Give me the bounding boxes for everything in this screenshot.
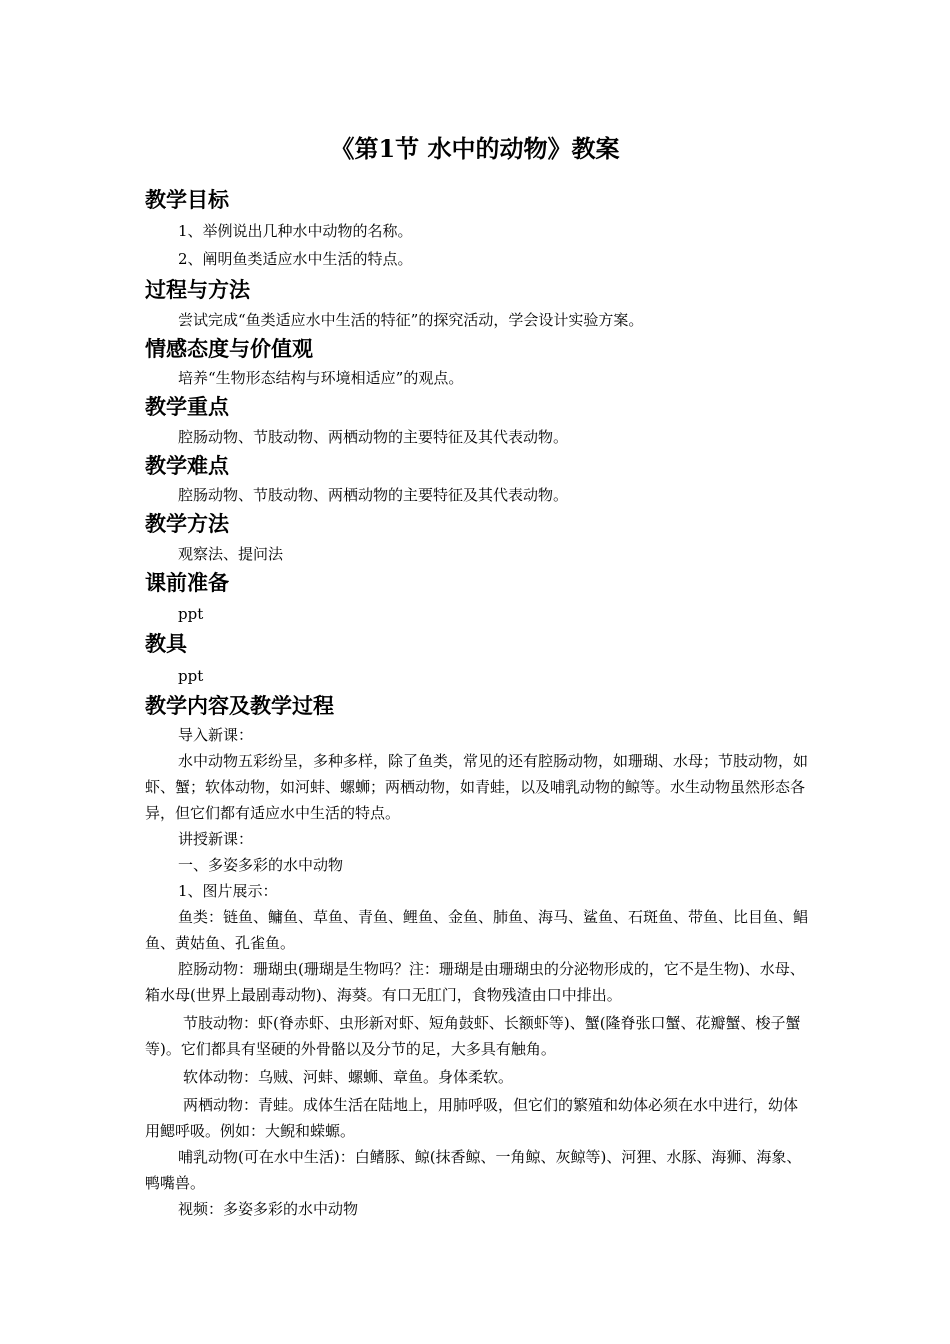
key-points-text: 腔肠动物、节肢动物、两栖动物的主要特征及其代表动物。	[178, 428, 569, 446]
heading-preparation: 课前准备	[145, 571, 229, 595]
picture-display-label: 1、图片展示：	[178, 882, 278, 900]
intro-paragraph: 水中动物五彩纷呈，多种多样，除了鱼类，常见的还有腔肠动物，如珊瑚、水母；节肢动物，如虾、蟹；软体动物，如河蚌、螺蛳；两栖动物，如青蛙，以及哺乳动物的鲸等。水生动物虽然形态各异，但它们都有适应水中生活的特点。	[145, 752, 809, 822]
fish-paragraph: 鱼类：链鱼、鳙鱼、草鱼、青鱼、鲤鱼、金鱼、肺鱼、海马、鲨鱼、石斑鱼、带鱼、比目鱼、鲳鱼、黄姑鱼、孔雀鱼。	[145, 908, 809, 952]
heading-process-methods: 过程与方法	[145, 278, 250, 302]
preparation-text: ppt	[178, 605, 204, 623]
goal-line-1: 1、举例说出几种水中动物的名称。	[178, 222, 413, 240]
heading-teaching-goals: 教学目标	[145, 188, 229, 212]
teaching-methods-text: 观察法、提问法	[178, 545, 284, 563]
heading-teaching-methods: 教学方法	[145, 512, 229, 536]
video-label: 视频：多姿多彩的水中动物	[178, 1200, 359, 1218]
heading-difficulties: 教学难点	[145, 454, 229, 478]
heading-key-points: 教学重点	[145, 395, 229, 419]
teaching-aids-text: ppt	[178, 667, 204, 685]
difficulties-text: 腔肠动物、节肢动物、两栖动物的主要特征及其代表动物。	[178, 486, 569, 504]
heading-content-process: 教学内容及教学过程	[145, 694, 334, 718]
heading-teaching-aids: 教具	[145, 632, 187, 656]
section-one-title: 一、多姿多彩的水中动物	[178, 856, 344, 874]
mammal-paragraph: 哺乳动物(可在水中生活)：白鳍豚、鲸(抹香鲸、一角鲸、灰鲸等)、河狸、水豚、海狮、海象、鸭嘴兽。	[145, 1148, 802, 1192]
intro-label: 导入新课：	[178, 726, 254, 744]
new-lesson-label: 讲授新课：	[178, 830, 254, 848]
document-title: 《第1节 水中的动物》教案	[330, 134, 620, 163]
process-methods-text: 尝试完成“鱼类适应水中生活的特征”的探究活动，学会设计实验方案。	[178, 311, 644, 329]
amphibian-paragraph: 两栖动物：青蛙。成体生活在陆地上，用肺呼吸，但它们的繁殖和幼体必须在水中进行，幼体用鳃呼吸。例如：大鲵和蝾螈。	[145, 1096, 799, 1140]
mollusk-paragraph: 软体动物：乌贼、河蚌、螺蛳、章鱼。身体柔软。	[183, 1068, 514, 1086]
goal-line-2: 2、阐明鱼类适应水中生活的特点。	[178, 250, 413, 268]
arthropod-paragraph: 节肢动物：虾(脊赤虾、虫形新对虾、短角鼓虾、长额虾等)、蟹(隆脊张口蟹、花瓣蟹、梭子蟹等)。它们都具有坚硬的外骨骼以及分节的足，大多具有触角。	[145, 1014, 801, 1058]
coelenterate-paragraph: 腔肠动物：珊瑚虫(珊瑚是生物吗？注：珊瑚是由珊瑚虫的分泌物形成的，它不是生物)、水母、箱水母(世界上最剧毒动物)、海葵。有口无肛门，食物残渣由口中排出。	[145, 960, 805, 1004]
attitude-values-text: 培养“生物形态结构与环境相适应”的观点。	[178, 369, 464, 387]
heading-attitude-values: 情感态度与价值观	[145, 337, 313, 361]
